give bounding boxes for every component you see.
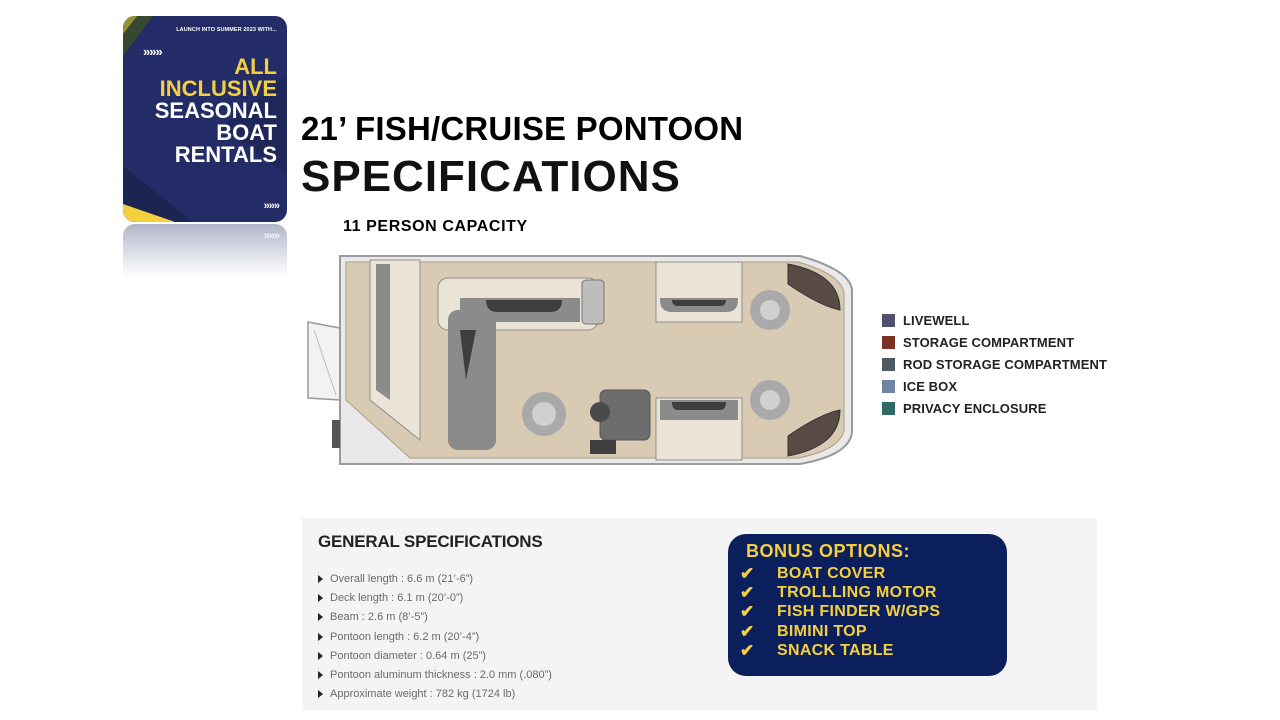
- legend-label: PRIVACY ENCLOSURE: [903, 400, 1047, 416]
- spec-text: Approximate weight : 782 kg (1724 lb): [330, 688, 516, 701]
- promo-line: RENTALS: [174, 142, 277, 167]
- spec-text: Pontoon length : 6.2 m (20’-4”): [330, 630, 480, 643]
- spec-text: Beam : 2.6 m (8’-5”): [330, 611, 428, 624]
- bullet-icon: [318, 613, 323, 621]
- spec-text: Deck length : 6.1 m (20’-0”): [330, 592, 464, 605]
- spec-item-overall-length: [318, 570, 552, 589]
- capacity-label: 11 PERSON CAPACITY: [343, 218, 528, 235]
- promo-line: BOAT: [216, 120, 277, 145]
- spec-item-deck-length: [318, 589, 552, 608]
- legend-swatch: [882, 380, 895, 393]
- general-specifications-heading: GENERAL SPECIFICATIONS: [318, 532, 543, 551]
- bonus-text: BIMINI TOP: [777, 622, 867, 640]
- promo-headline: [155, 56, 277, 166]
- legend-item-privacy-enclosure: [882, 397, 1107, 419]
- bullet-icon: [318, 594, 323, 602]
- bonus-options-box: [728, 534, 1007, 676]
- bullet-icon: [318, 575, 323, 583]
- bonus-options-list: [740, 564, 940, 660]
- bullet-icon: [318, 671, 323, 679]
- promo-arrows-icon: »»»: [143, 44, 162, 59]
- checkmark-icon: ✔: [740, 564, 755, 584]
- spec-item-pontoon-diameter: [318, 647, 552, 666]
- checkmark-icon: ✔: [740, 583, 755, 603]
- bullet-icon: [318, 690, 323, 698]
- legend-swatch: [882, 402, 895, 415]
- promo-arrows-icon: »»»: [263, 200, 279, 212]
- legend-swatch: [882, 358, 895, 371]
- spec-item-aluminum-thickness: [318, 666, 552, 685]
- model-title: 21’ FISH/CRUISE PONTOON: [301, 110, 744, 147]
- promo-reflection: [123, 224, 287, 280]
- spec-list: [318, 570, 552, 704]
- bonus-options-title: BONUS OPTIONS:: [746, 541, 911, 561]
- checkmark-icon: ✔: [740, 602, 755, 622]
- checkmark-icon: ✔: [740, 640, 755, 660]
- legend-swatch: [882, 314, 895, 327]
- legend-swatch: [882, 336, 895, 349]
- promo-line: ALL: [234, 54, 277, 79]
- bullet-icon: [318, 633, 323, 641]
- bonus-text: BOAT COVER: [777, 565, 886, 583]
- legend-item-ice-box: [882, 375, 1107, 397]
- checkmark-icon: ✔: [740, 621, 755, 641]
- legend-label: ICE BOX: [903, 378, 958, 394]
- bonus-item-fish-finder: [740, 602, 940, 621]
- floorplan-legend: [882, 309, 1107, 419]
- spec-item-weight: [318, 685, 552, 704]
- legend-item-rod-storage: [882, 353, 1107, 375]
- bonus-item-trolling-motor: [740, 583, 940, 602]
- promo-line: INCLUSIVE: [159, 76, 277, 101]
- promo-card: [123, 16, 287, 222]
- legend-item-livewell: [882, 309, 1107, 331]
- spec-item-pontoon-length: [318, 628, 552, 647]
- bonus-text: TROLLLING MOTOR: [777, 584, 937, 602]
- spec-text: Pontoon diameter : 0.64 m (25”): [330, 649, 486, 662]
- spec-item-beam: [318, 608, 552, 627]
- bullet-icon: [318, 652, 323, 660]
- promo-tagline: LAUNCH INTO SUMMER 2023 WITH...: [176, 27, 277, 33]
- legend-label: STORAGE COMPARTMENT: [903, 334, 1075, 350]
- legend-label: ROD STORAGE COMPARTMENT: [903, 356, 1108, 372]
- bonus-item-snack-table: [740, 641, 940, 660]
- bonus-item-boat-cover: [740, 564, 940, 583]
- bonus-item-bimini-top: [740, 622, 940, 641]
- promo-line: SEASONAL: [154, 98, 277, 123]
- pontoon-floorplan-diagram: [300, 250, 860, 470]
- legend-item-storage: [882, 331, 1107, 353]
- spec-text: Overall length : 6.6 m (21’-6”): [330, 573, 474, 585]
- legend-label: LIVEWELL: [903, 312, 970, 328]
- bonus-text: SNACK TABLE: [777, 641, 894, 659]
- bonus-text: FISH FINDER W/GPS: [777, 603, 941, 621]
- promo-reflection-arrows: »»»: [263, 230, 279, 242]
- specifications-heading: SPECIFICATIONS: [301, 152, 681, 201]
- spec-text: Pontoon aluminum thickness : 2.0 mm (.080”): [330, 668, 552, 681]
